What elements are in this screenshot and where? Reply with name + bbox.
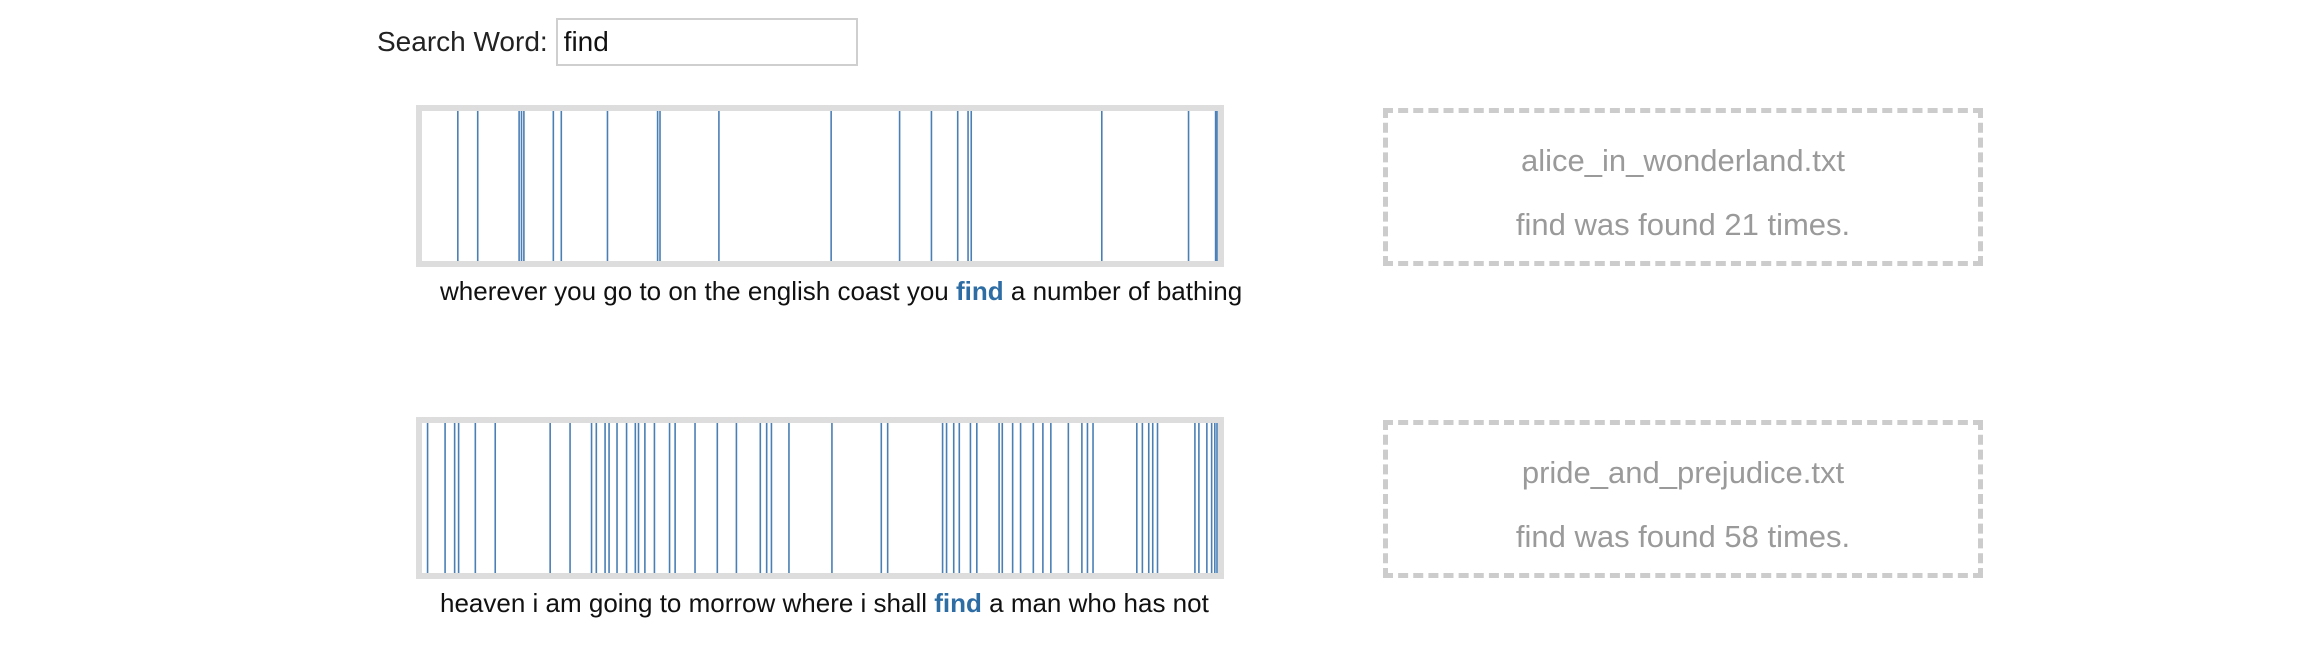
context-snippet-alice bbox=[440, 276, 1260, 307]
snippet-after: a number of bathing bbox=[1003, 276, 1243, 306]
match-count: find was found 21 times. bbox=[1515, 207, 1851, 242]
search-label: Search Word: bbox=[377, 26, 548, 57]
file-name: alice_in_wonderland.txt bbox=[1521, 143, 1845, 178]
occurrence-chart-pride bbox=[422, 423, 1218, 573]
occurrence-strip-pride bbox=[416, 417, 1224, 579]
occurrence-chart-alice bbox=[422, 111, 1218, 261]
snippet-before: wherever you go to on the english coast you bbox=[440, 276, 956, 306]
result-info-box-alice bbox=[1383, 108, 1983, 266]
match-count: find was found 58 times. bbox=[1515, 519, 1851, 554]
snippet-before: heaven i am going to morrow where i shall bbox=[440, 588, 935, 618]
occurrence-strip-alice bbox=[416, 105, 1224, 267]
snippet-highlight-word: find bbox=[934, 588, 982, 618]
snippet-after: a man who has not bbox=[981, 588, 1209, 618]
search-input[interactable] bbox=[556, 18, 858, 66]
search-row bbox=[377, 16, 858, 68]
file-name: pride_and_prejudice.txt bbox=[1521, 455, 1845, 490]
snippet-highlight-word: find bbox=[956, 276, 1004, 306]
context-snippet-pride bbox=[440, 588, 1260, 619]
result-info-box-pride bbox=[1383, 420, 1983, 578]
